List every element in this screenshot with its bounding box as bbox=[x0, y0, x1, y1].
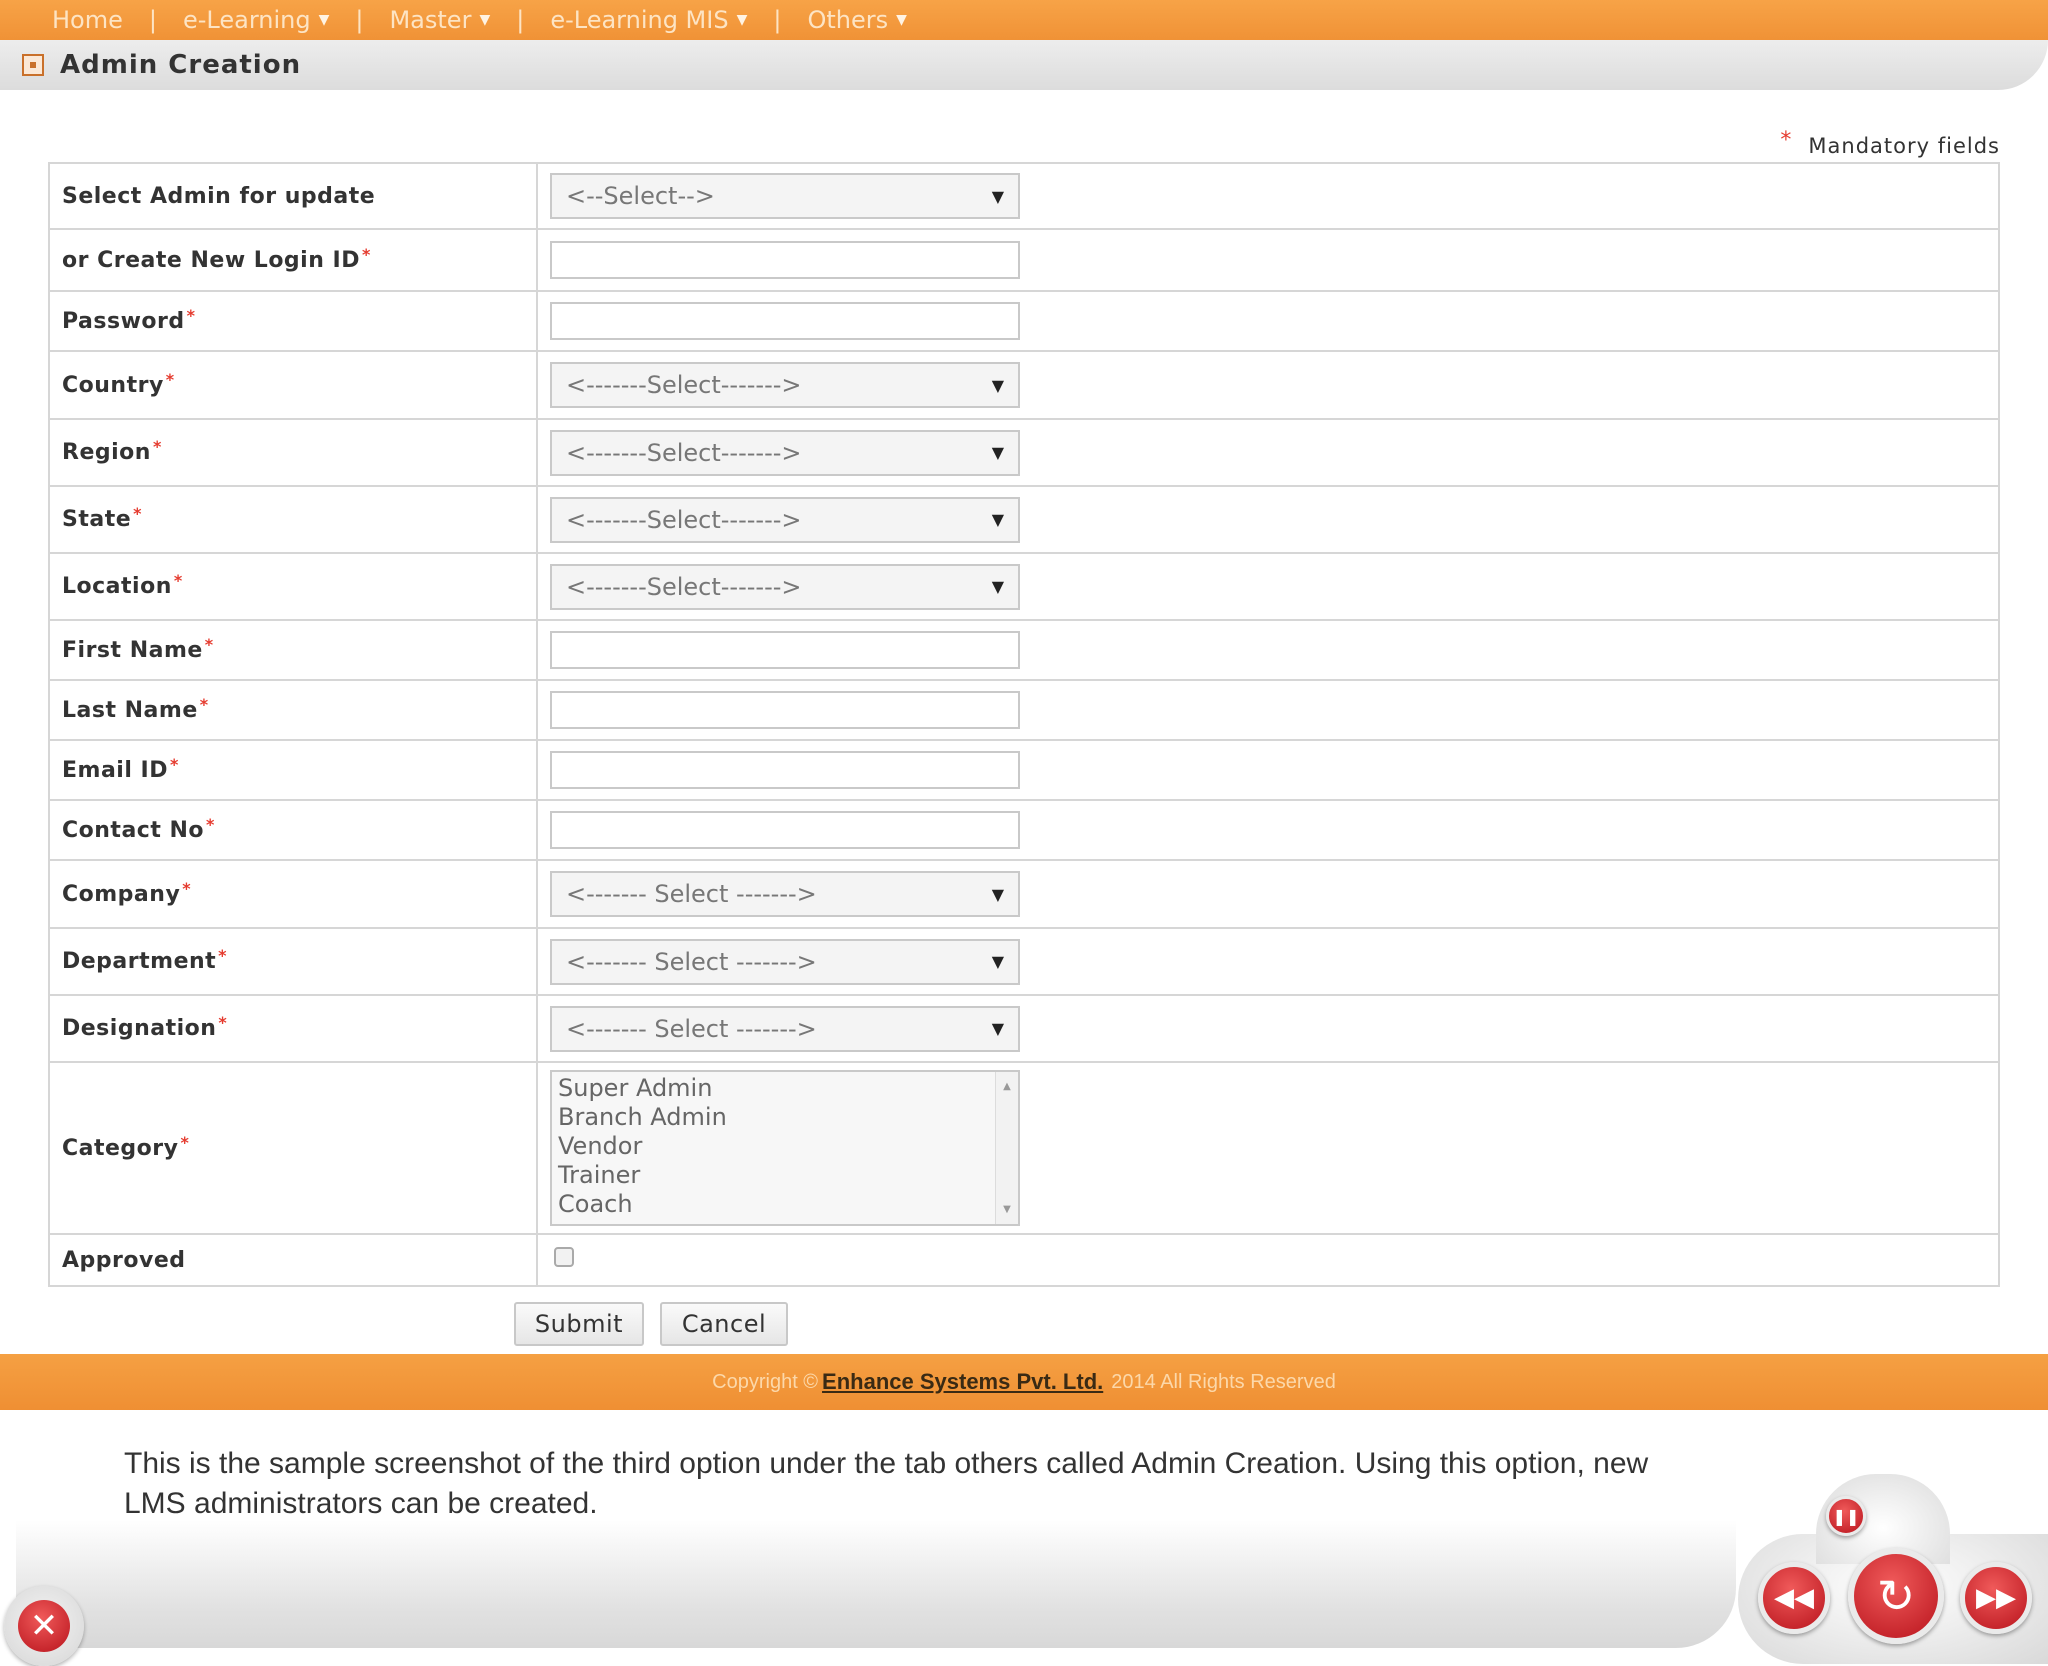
copyright-suffix: 2014 All Rights Reserved bbox=[1111, 1370, 1336, 1393]
category-listbox[interactable] bbox=[550, 1070, 1020, 1226]
required-star: * bbox=[173, 571, 183, 590]
mandatory-note bbox=[1780, 128, 2000, 158]
form-row-login-id bbox=[50, 230, 1998, 292]
label-text: or Create New Login ID bbox=[62, 247, 360, 273]
label-text: Designation bbox=[62, 1016, 217, 1041]
player-band bbox=[16, 1520, 1736, 1648]
required-star: * bbox=[206, 814, 215, 834]
required-star: * bbox=[218, 946, 228, 965]
dropdown-arrow-icon: ▼ bbox=[991, 884, 1004, 904]
form-row-email bbox=[50, 741, 1998, 801]
nav-elearning-mis-label: e-Learning MIS bbox=[550, 6, 729, 34]
first-name-label bbox=[50, 621, 538, 679]
label-text: Select Admin for update bbox=[62, 183, 376, 209]
select-admin-label bbox=[50, 164, 538, 228]
nav-master[interactable] bbox=[389, 6, 490, 34]
approved-checkbox[interactable] bbox=[554, 1247, 574, 1267]
select-admin-dropdown[interactable] bbox=[550, 173, 1020, 219]
label-text: First Name bbox=[62, 637, 203, 663]
category-option[interactable]: Coach bbox=[558, 1190, 633, 1218]
close-icon: ✕ bbox=[18, 1600, 70, 1652]
required-star: * bbox=[182, 878, 192, 898]
forward-button[interactable] bbox=[1960, 1562, 2032, 1634]
last-name-input[interactable] bbox=[550, 691, 1020, 729]
required-star: * bbox=[180, 1132, 190, 1152]
department-dropdown[interactable] bbox=[550, 939, 1020, 985]
listbox-scrollbar[interactable] bbox=[995, 1072, 1018, 1224]
dropdown-arrow-icon: ▼ bbox=[991, 375, 1004, 395]
page-title-bar bbox=[0, 40, 2048, 90]
player-controls bbox=[1702, 1474, 2048, 1666]
region-dropdown[interactable] bbox=[550, 430, 1020, 476]
mandatory-text: Mandatory fields bbox=[1808, 134, 2000, 158]
required-star: * bbox=[199, 694, 209, 714]
state-dropdown[interactable] bbox=[550, 497, 1020, 543]
nav-home[interactable] bbox=[52, 6, 123, 34]
page-title: Admin Creation bbox=[60, 50, 302, 80]
label-text: Company bbox=[62, 881, 181, 907]
pause-button[interactable] bbox=[1826, 1496, 1866, 1536]
form-row-department bbox=[50, 929, 1998, 996]
dropdown-value: <-------Select-------> bbox=[566, 505, 802, 534]
cancel-button[interactable]: Cancel bbox=[660, 1302, 788, 1346]
password-label bbox=[50, 292, 538, 350]
rewind-button[interactable] bbox=[1758, 1562, 1830, 1634]
label-text: State bbox=[62, 507, 132, 532]
close-button[interactable] bbox=[4, 1586, 84, 1666]
dropdown-value: <------- Select -------> bbox=[566, 1014, 817, 1043]
required-star: * bbox=[362, 244, 371, 264]
nav-separator: | bbox=[148, 6, 157, 34]
form-row-approved bbox=[50, 1235, 1998, 1285]
chevron-down-icon: ▼ bbox=[896, 12, 907, 28]
label-text: Category bbox=[62, 1135, 179, 1161]
pause-icon: ❚❚ bbox=[1832, 1506, 1860, 1526]
required-star: * bbox=[152, 437, 162, 456]
scroll-down-icon[interactable]: ▼ bbox=[1003, 1204, 1011, 1215]
dropdown-value: <-------Select-------> bbox=[566, 371, 802, 399]
footer bbox=[0, 1354, 2048, 1410]
category-option[interactable]: Branch Admin bbox=[558, 1103, 727, 1131]
dropdown-value: <------- Select -------> bbox=[566, 880, 817, 908]
scroll-up-icon[interactable]: ▲ bbox=[1003, 1081, 1011, 1092]
replay-icon: ↻ bbox=[1876, 1569, 1916, 1623]
label-text: Email ID bbox=[62, 757, 168, 783]
dropdown-arrow-icon: ▼ bbox=[991, 577, 1004, 596]
dropdown-value: <--Select--> bbox=[566, 182, 715, 210]
chevron-down-icon: ▼ bbox=[479, 12, 491, 28]
label-text: Location bbox=[62, 574, 172, 599]
nav-elearning-label: e-Learning bbox=[182, 6, 311, 34]
last-name-label bbox=[50, 681, 538, 739]
copyright-prefix: Copyright © bbox=[712, 1370, 819, 1393]
form-row-state bbox=[50, 487, 1998, 554]
contact-input[interactable] bbox=[550, 811, 1020, 849]
form-row-region bbox=[50, 420, 1998, 487]
required-star: * bbox=[170, 754, 179, 774]
company-link[interactable]: Enhance Systems Pvt. Ltd. bbox=[822, 1369, 1104, 1394]
department-label bbox=[50, 929, 538, 994]
password-input[interactable] bbox=[550, 302, 1020, 340]
form-row-designation bbox=[50, 996, 1998, 1063]
nav-separator: | bbox=[516, 6, 525, 34]
label-text: Password bbox=[62, 308, 185, 334]
label-text: Country bbox=[62, 372, 164, 398]
nav-home-label: Home bbox=[52, 6, 123, 34]
required-star: * bbox=[204, 634, 214, 654]
submit-button[interactable]: Submit bbox=[514, 1302, 644, 1346]
form-row-contact bbox=[50, 801, 1998, 861]
email-label bbox=[50, 741, 538, 799]
admin-form bbox=[48, 162, 2000, 1287]
nav-elearning-mis[interactable] bbox=[550, 6, 747, 34]
state-label bbox=[50, 487, 538, 552]
required-star: * bbox=[186, 305, 196, 325]
page-icon bbox=[22, 54, 44, 76]
contact-label bbox=[50, 801, 538, 859]
rewind-icon: ◀◀ bbox=[1774, 1583, 1814, 1613]
dropdown-arrow-icon: ▼ bbox=[991, 510, 1004, 529]
first-name-input[interactable] bbox=[550, 631, 1020, 669]
form-row-last-name bbox=[50, 681, 1998, 741]
email-input[interactable] bbox=[550, 751, 1020, 789]
form-row-first-name bbox=[50, 621, 1998, 681]
category-option[interactable]: Super Admin bbox=[558, 1074, 713, 1102]
location-label bbox=[50, 554, 538, 619]
designation-dropdown[interactable] bbox=[550, 1006, 1020, 1052]
dropdown-arrow-icon: ▼ bbox=[991, 1019, 1004, 1038]
dropdown-value: <-------Select-------> bbox=[566, 438, 802, 467]
category-label bbox=[50, 1063, 538, 1233]
dropdown-value: <------- Select -------> bbox=[566, 947, 817, 976]
country-label bbox=[50, 352, 538, 418]
chevron-down-icon: ▼ bbox=[736, 12, 748, 28]
nav-others[interactable] bbox=[807, 6, 906, 34]
required-star: * bbox=[1780, 128, 1793, 153]
nav-master-label: Master bbox=[389, 6, 472, 34]
replay-button[interactable] bbox=[1848, 1548, 1944, 1644]
label-text: Contact No bbox=[62, 817, 205, 843]
login-id-input[interactable] bbox=[550, 241, 1020, 279]
required-star: * bbox=[133, 504, 143, 523]
country-dropdown[interactable] bbox=[550, 362, 1020, 408]
form-row-password bbox=[50, 292, 1998, 352]
label-text: Approved bbox=[62, 1247, 186, 1273]
form-row-country bbox=[50, 352, 1998, 420]
forward-icon: ▶▶ bbox=[1976, 1583, 2016, 1613]
approved-label bbox=[50, 1235, 538, 1285]
location-dropdown[interactable] bbox=[550, 564, 1020, 610]
company-label bbox=[50, 861, 538, 927]
tutorial-caption: This is the sample screenshot of the third option under the tab others called Admin Creation. Using this option, new LMS administrators can be created. bbox=[124, 1447, 1649, 1520]
form-row-location bbox=[50, 554, 1998, 621]
form-row-company bbox=[50, 861, 1998, 929]
login-id-label bbox=[50, 230, 538, 290]
dropdown-arrow-icon: ▼ bbox=[991, 186, 1004, 206]
form-row-category bbox=[50, 1063, 1998, 1235]
required-star: * bbox=[165, 369, 175, 389]
nav-separator: | bbox=[355, 6, 364, 34]
category-option[interactable]: Trainer bbox=[558, 1161, 641, 1189]
label-text: Region bbox=[62, 440, 151, 465]
top-navigation bbox=[0, 0, 2048, 40]
nav-elearning[interactable] bbox=[183, 6, 329, 34]
nav-others-label: Others bbox=[807, 6, 889, 34]
dropdown-value: <-------Select-------> bbox=[566, 572, 802, 601]
label-text: Department bbox=[62, 949, 217, 974]
region-label bbox=[50, 420, 538, 485]
dropdown-arrow-icon: ▼ bbox=[991, 443, 1004, 462]
dropdown-arrow-icon: ▼ bbox=[991, 952, 1004, 971]
company-dropdown[interactable] bbox=[550, 871, 1020, 917]
chevron-down-icon: ▼ bbox=[318, 12, 330, 28]
category-option[interactable]: Vendor bbox=[558, 1132, 643, 1160]
required-star: * bbox=[218, 1013, 228, 1032]
form-row-select-admin bbox=[50, 164, 1998, 230]
designation-label bbox=[50, 996, 538, 1061]
nav-separator: | bbox=[773, 6, 782, 34]
label-text: Last Name bbox=[62, 697, 198, 723]
